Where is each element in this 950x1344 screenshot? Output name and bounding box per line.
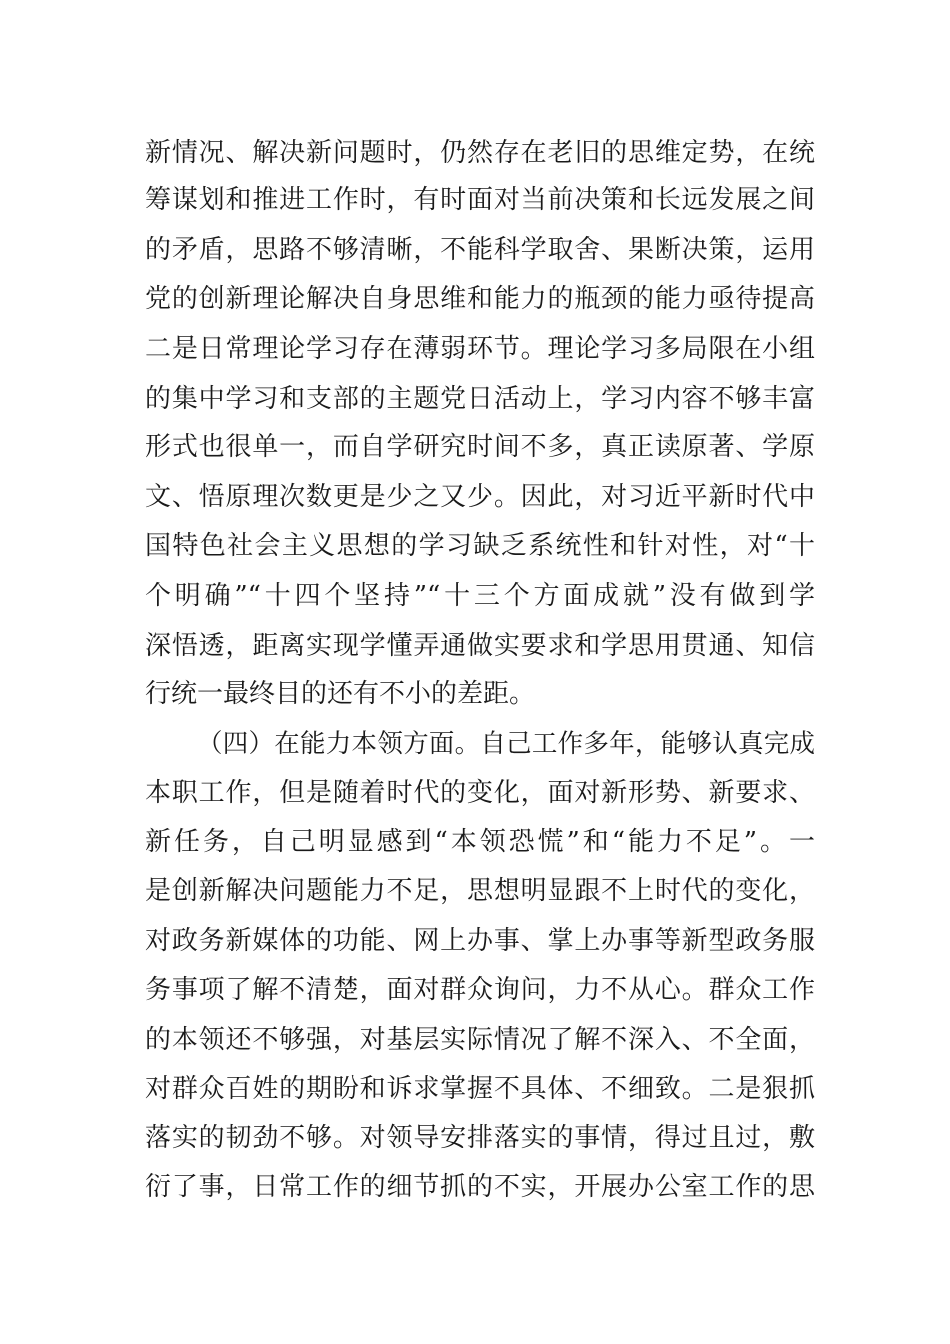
text-line-3: 的矛盾，思路不够清晰，不能科学取舍、果断决策，运用 (145, 235, 815, 265)
text-line-22: 衍了事，日常工作的细节抓的不实，开展办公室工作的思 (145, 1172, 815, 1202)
text-line-21: 落实的韧劲不够。对领导安排落实的事情，得过且过，敷 (145, 1123, 815, 1153)
text-line-17: 对政务新媒体的功能、网上办事、掌上办事等新型政务服 (145, 926, 815, 956)
text-line-7: 形式也很单一，而自学研究时间不多，真正读原著、学原 (145, 432, 815, 462)
text-line-5: 二是日常理论学习存在薄弱环节。理论学习多局限在小组 (145, 334, 815, 364)
text-line-4: 党的创新理论解决自身思维和能力的瓶颈的能力亟待提高 (145, 284, 815, 314)
text-line-1: 新情况、解决新问题时，仍然存在老旧的思维定势，在统 (145, 138, 815, 168)
text-line-2: 筹谋划和推进工作时，有时面对当前决策和长远发展之间 (145, 185, 815, 215)
text-line-10: 个明确”“十四个坚持”“十三个方面成就”没有做到学 (145, 581, 815, 611)
section-heading-line: （四）在能力本领方面。自己工作多年，能够认真完成 (197, 729, 815, 759)
text-line-9: 国特色社会主义思想的学习缺乏系统性和针对性，对“十 (145, 531, 815, 561)
text-line-15: 新任务，自己明显感到“本领恐慌”和“能力不足”。一 (145, 827, 815, 857)
text-line-11: 深悟透，距离实现学懂弄通做实要求和学思用贯通、知信 (145, 631, 815, 661)
text-line-18: 务事项了解不清楚，面对群众询问，力不从心。群众工作 (145, 975, 815, 1005)
text-line-20: 对群众百姓的期盼和诉求掌握不具体、不细致。二是狠抓 (145, 1074, 815, 1104)
text-line-16: 是创新解决问题能力不足，思想明显跟不上时代的变化， (145, 876, 815, 906)
text-line-6: 的集中学习和支部的主题党日活动上，学习内容不够丰富 (145, 384, 815, 414)
text-line-12: 行统一最终目的还有不小的差距。 (145, 679, 536, 709)
text-line-14: 本职工作，但是随着时代的变化，面对新形势、新要求、 (145, 778, 815, 808)
text-line-8: 文、悟原理次数更是少之又少。因此，对习近平新时代中 (145, 482, 815, 512)
text-line-19: 的本领还不够强，对基层实际情况了解不深入、不全面， (145, 1025, 815, 1055)
